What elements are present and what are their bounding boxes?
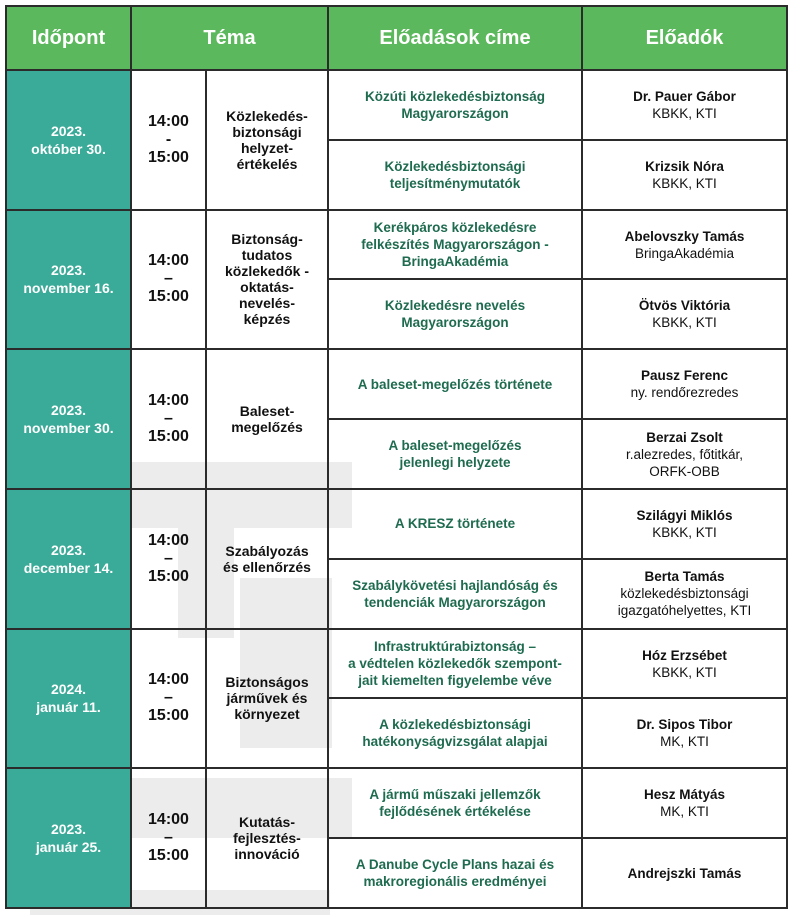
time-sep: – bbox=[164, 410, 173, 428]
session-topic bbox=[206, 70, 328, 210]
session-date bbox=[6, 70, 131, 210]
title-line: Közlekedésbiztonsági bbox=[384, 158, 526, 174]
session-time bbox=[131, 629, 206, 769]
date-day: október 30. bbox=[31, 140, 106, 157]
talk-speaker bbox=[582, 419, 787, 489]
date-year: 2023. bbox=[50, 821, 87, 838]
table-row bbox=[6, 768, 787, 838]
header-topic: Téma bbox=[131, 6, 328, 70]
date-year: 2023. bbox=[50, 402, 87, 419]
session-topic bbox=[206, 210, 328, 350]
time-end: 15:00 bbox=[148, 707, 189, 725]
date-year: 2023. bbox=[50, 122, 87, 139]
talk-speaker bbox=[582, 489, 787, 559]
title-line: A baleset-megelőzés története bbox=[357, 376, 553, 392]
title-line: Magyarországon bbox=[401, 105, 509, 121]
speaker-affiliation: KBKK, KTI bbox=[652, 175, 717, 191]
date-day: december 14. bbox=[23, 559, 114, 576]
speaker-name: Dr. Sipos Tibor bbox=[636, 717, 733, 733]
date-day: november 30. bbox=[23, 420, 114, 437]
speaker-affiliation: közlekedésbiztonsági bbox=[620, 586, 749, 602]
header-speakers: Előadók bbox=[582, 6, 787, 70]
title-line: felkészítés Magyarországon - bbox=[361, 237, 549, 253]
time-end: 15:00 bbox=[148, 847, 189, 865]
speaker-affiliation: ORFK-OBB bbox=[649, 463, 720, 479]
date-year: 2023. bbox=[50, 262, 87, 279]
speaker-name: Krizsik Nóra bbox=[645, 158, 724, 174]
session-date bbox=[6, 489, 131, 629]
speaker-name: Ötvös Viktória bbox=[638, 298, 731, 314]
talk-title bbox=[328, 489, 582, 559]
talk-speaker bbox=[582, 70, 787, 140]
date-day: január 25. bbox=[35, 839, 102, 856]
time-start: 14:00 bbox=[148, 252, 189, 270]
title-line: Közlekedésre nevelés bbox=[384, 298, 526, 314]
table-row bbox=[6, 489, 787, 559]
session-time bbox=[131, 489, 206, 629]
topic-line: környezet bbox=[234, 706, 300, 723]
speaker-name: Berzai Zsolt bbox=[646, 429, 723, 445]
title-line: A baleset-megelőzés bbox=[388, 438, 522, 454]
header-row bbox=[6, 6, 787, 70]
title-line: Szabálykövetési hajlandóság és bbox=[352, 577, 558, 593]
speaker-affiliation: BringaAkadémia bbox=[634, 245, 735, 261]
talk-title bbox=[328, 768, 582, 838]
session-topic bbox=[206, 349, 328, 489]
title-line: fejlődésének értékelése bbox=[379, 804, 531, 820]
talk-speaker bbox=[582, 629, 787, 699]
time-end: 15:00 bbox=[148, 428, 189, 446]
talk-title bbox=[328, 140, 582, 210]
topic-line: és ellenőrzés bbox=[223, 558, 311, 575]
topic-line: biztonsági bbox=[232, 123, 302, 140]
session-topic bbox=[206, 629, 328, 769]
talk-speaker bbox=[582, 279, 787, 349]
talk-speaker bbox=[582, 210, 787, 280]
talk-title bbox=[328, 70, 582, 140]
topic-line: Közlekedés- bbox=[226, 107, 308, 124]
title-line: makroregionális eredményei bbox=[363, 874, 547, 890]
time-start: 14:00 bbox=[148, 671, 189, 689]
session-topic bbox=[206, 768, 328, 908]
topic-line: tudatos bbox=[241, 247, 293, 264]
speaker-affiliation: igazgatóhelyettes, KTI bbox=[617, 603, 752, 619]
topic-line: Biztonságos bbox=[225, 674, 309, 691]
topic-line: oktatás- bbox=[240, 279, 294, 296]
talk-speaker bbox=[582, 559, 787, 629]
date-year: 2023. bbox=[50, 541, 87, 558]
talk-title bbox=[328, 698, 582, 768]
date-day: november 16. bbox=[23, 280, 114, 297]
topic-line: Kutatás- bbox=[238, 814, 295, 831]
date-day: január 11. bbox=[36, 699, 101, 716]
topic-line: innováció bbox=[234, 846, 300, 863]
topic-line: nevelés- bbox=[238, 295, 296, 312]
title-line: jelenlegi helyzete bbox=[399, 455, 511, 471]
time-sep: – bbox=[164, 549, 173, 567]
title-line: Közúti közlekedésbiztonság bbox=[364, 88, 546, 104]
topic-line: megelőzés bbox=[231, 419, 303, 436]
speaker-affiliation: KBKK, KTI bbox=[652, 664, 717, 680]
speaker-name: Szilágyi Miklós bbox=[636, 507, 733, 523]
topic-line: Baleset- bbox=[239, 403, 295, 420]
speaker-name: Hesz Mátyás bbox=[643, 787, 726, 803]
talk-speaker bbox=[582, 349, 787, 419]
title-line: A jármű műszaki jellemzők bbox=[369, 787, 541, 803]
time-end: 15:00 bbox=[148, 288, 189, 306]
title-line: jait kiemelten figyelembe véve bbox=[358, 673, 552, 689]
speaker-affiliation: KBKK, KTI bbox=[652, 105, 717, 121]
speaker-name: Abelovszky Tamás bbox=[624, 228, 745, 244]
talk-speaker bbox=[582, 140, 787, 210]
title-line: A közlekedésbiztonsági bbox=[379, 717, 531, 733]
time-end: 15:00 bbox=[148, 148, 189, 166]
session-time bbox=[131, 210, 206, 350]
talk-title bbox=[328, 349, 582, 419]
talk-title bbox=[328, 838, 582, 908]
speaker-affiliation: MK, KTI bbox=[660, 804, 709, 820]
topic-line: járművek és bbox=[226, 690, 308, 707]
speaker-name: Pausz Ferenc bbox=[640, 368, 729, 384]
time-start: 14:00 bbox=[148, 112, 189, 130]
title-line: a védtelen közlekedők szempont- bbox=[348, 656, 562, 672]
session-date bbox=[6, 210, 131, 350]
session-date bbox=[6, 629, 131, 769]
title-line: hatékonyságvizsgálat alapjai bbox=[362, 734, 548, 750]
talk-title bbox=[328, 559, 582, 629]
date-year: 2024. bbox=[50, 681, 87, 698]
talk-title bbox=[328, 629, 582, 699]
table-row bbox=[6, 349, 787, 419]
schedule-table bbox=[5, 5, 788, 909]
session-topic bbox=[206, 489, 328, 629]
title-line: Kerékpáros közlekedésre bbox=[373, 220, 537, 236]
topic-line: helyzet- bbox=[240, 139, 294, 156]
title-line: tendenciák Magyarországon bbox=[364, 594, 546, 610]
topic-line: Biztonság- bbox=[231, 231, 303, 248]
talk-speaker bbox=[582, 768, 787, 838]
topic-line: Szabályozás bbox=[225, 542, 309, 559]
speaker-name: Dr. Pauer Gábor bbox=[633, 88, 736, 104]
table-row bbox=[6, 70, 787, 140]
talk-speaker bbox=[582, 698, 787, 768]
time-sep: – bbox=[164, 270, 173, 288]
time-sep: – bbox=[164, 829, 173, 847]
speaker-affiliation: KBKK, KTI bbox=[652, 315, 717, 331]
title-line: Magyarországon bbox=[401, 315, 509, 331]
time-sep: - bbox=[165, 130, 172, 148]
header-time: Időpont bbox=[6, 6, 131, 70]
title-line: teljesítménymutatók bbox=[389, 175, 521, 191]
talk-title bbox=[328, 279, 582, 349]
time-start: 14:00 bbox=[148, 392, 189, 410]
speaker-affiliation: r.alezredes, főtitkár, bbox=[625, 446, 744, 462]
speaker-name: Berta Tamás bbox=[644, 569, 725, 585]
session-time bbox=[131, 768, 206, 908]
speaker-affiliation: KBKK, KTI bbox=[652, 524, 717, 540]
session-time bbox=[131, 70, 206, 210]
time-end: 15:00 bbox=[148, 567, 189, 585]
topic-line: képzés bbox=[243, 311, 291, 328]
topic-line: közlekedők - bbox=[224, 263, 310, 280]
session-date bbox=[6, 768, 131, 908]
time-sep: – bbox=[164, 689, 173, 707]
speaker-name: Andrejszki Tamás bbox=[627, 865, 742, 881]
time-start: 14:00 bbox=[148, 811, 189, 829]
topic-line: értékelés bbox=[236, 155, 298, 172]
speaker-name: Hóz Erzsébet bbox=[642, 647, 727, 663]
title-line: A KRESZ története bbox=[394, 516, 516, 532]
speaker-affiliation: MK, KTI bbox=[660, 734, 709, 750]
table-row bbox=[6, 210, 787, 280]
talk-speaker bbox=[582, 838, 787, 908]
header-title: Előadások címe bbox=[328, 6, 582, 70]
title-line: A Danube Cycle Plans hazai és bbox=[355, 857, 555, 873]
talk-title bbox=[328, 210, 582, 280]
talk-title bbox=[328, 419, 582, 489]
topic-line: fejlesztés- bbox=[233, 830, 301, 847]
session-time bbox=[131, 349, 206, 489]
speaker-affiliation: ny. rendőrezredes bbox=[630, 385, 739, 401]
time-start: 14:00 bbox=[148, 531, 189, 549]
title-line: Infrastruktúrabiztonság – bbox=[373, 639, 537, 655]
session-date bbox=[6, 349, 131, 489]
title-line: BringaAkadémia bbox=[401, 254, 509, 270]
table-row bbox=[6, 629, 787, 699]
